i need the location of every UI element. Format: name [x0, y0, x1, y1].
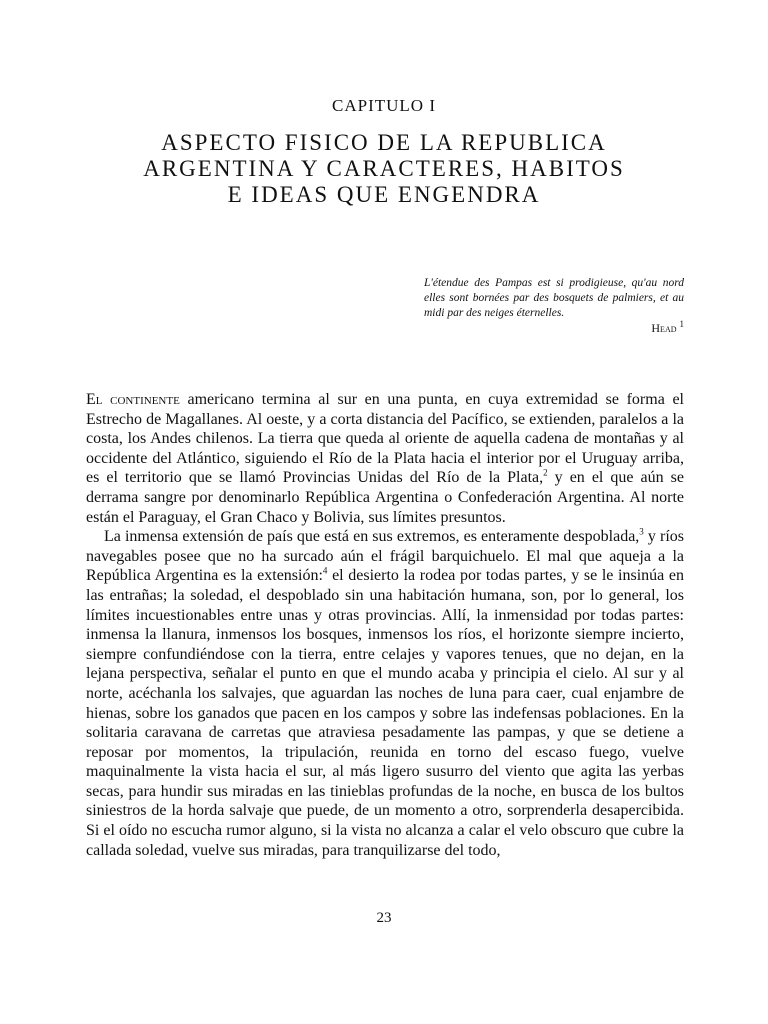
title-line-3: E IDEAS QUE ENGENDRA — [227, 182, 541, 207]
body-text — [86, 390, 684, 860]
epigraph-author-name: Head — [651, 321, 677, 335]
paragraph-text: La inmensa extensión de país que está en sus extremos, es enteramente despoblada, — [104, 528, 640, 546]
chapter-heading: CAPITULO I — [332, 96, 436, 115]
title-line-1: ASPECTO FISICO DE LA REPUBLICA — [161, 130, 607, 155]
footnote-ref: 4 — [322, 566, 328, 577]
paragraph-text: y ríos navegables posee que no ha surcado aún el frágil barquichuelo. El mal que aqueja a la República Argentina es la extensión: — [86, 528, 685, 585]
paragraph — [86, 527, 684, 860]
epigraph — [424, 276, 684, 336]
footnote-ref: 1 — [679, 319, 684, 329]
paragraph-lead: El continente — [86, 391, 180, 408]
title-line-2: ARGENTINA Y CARACTERES, HABITOS — [143, 156, 625, 181]
chapter-title — [100, 130, 668, 208]
paragraph-text: americano termina al sur en una punta, en cuya extremidad se forma el Estrecho de Magallanes. Al oeste, y a corta distancia del Pacífico, se extienden, paralelos a la costa, los Andes chilenos. La tierra que queda al oriente de aquella cadena de montañas y al occidente del Atlántico, siguiendo el Río de la Plata hacia el interior por el Uruguay arriba, es el territorio que se llamó Provincias Unidas del Río de la Plata, — [86, 391, 684, 487]
paragraph-text: y en el que aún se derrama sangre por denominarlo República Argentina o Confederación Argentina. Al norte están el Paraguay, el Gran Chaco y Bolivia, sus límites presuntos. — [86, 469, 684, 526]
page-number: 23 — [376, 910, 392, 926]
footnote-ref: 3 — [639, 526, 644, 537]
paragraph — [86, 390, 684, 527]
footnote-ref: 2 — [543, 468, 548, 479]
epigraph-text: L'étendue des Pampas est si prodigieuse, qu'au nord elles sont bornées par des bosquets de palmiers, et au midi par des neiges éternelles. — [424, 277, 684, 319]
paragraph-text: el desierto la rodea por todas partes, y se le insinúa en las entrañas; la soledad, el despoblado sin una habitación humana, son, por lo general, los límites incuestionables entre unas y otras provincias. Allí, la inmensidad por todas partes: inmensa la llanura, inmensos los bosques, inmensos los ríos, el horizonte siempre incierto, siempre confundiéndose con la tierra, entre celajes y vapores tenues, que no dejan, en la lejana perspectiva, señalar el punto en que el mundo acaba y principia el cielo. Al sur y al norte, acéchanla los salvajes, que aguardan las noches de luna para caer, cual enjambre de hienas, sobre los ganados que pacen en los campos y sobre las indefensas poblaciones. En la solitaria caravana de carretas que atraviesa pesadamente las pampas, y que se detiene a reposar por momentos, la tripulación, reunida en torno del escaso fuego, vuelve maquinalmente la vista hacia el sur, al más ligero susurro del viento que agita las yerbas secas, para hundir sus miradas en las tinieblas profundas de la noche, en busca de los bultos siniestros de la horda salvaje que puede, de un momento a otro, sorprenderla desapercibida. Si el oído no escucha rumor alguno, si la vista no alcanza a calar el velo obscuro que cubre la callada soledad, vuelve sus miradas, para tranquilizarse del todo, — [86, 567, 684, 859]
epigraph-author — [424, 321, 684, 336]
